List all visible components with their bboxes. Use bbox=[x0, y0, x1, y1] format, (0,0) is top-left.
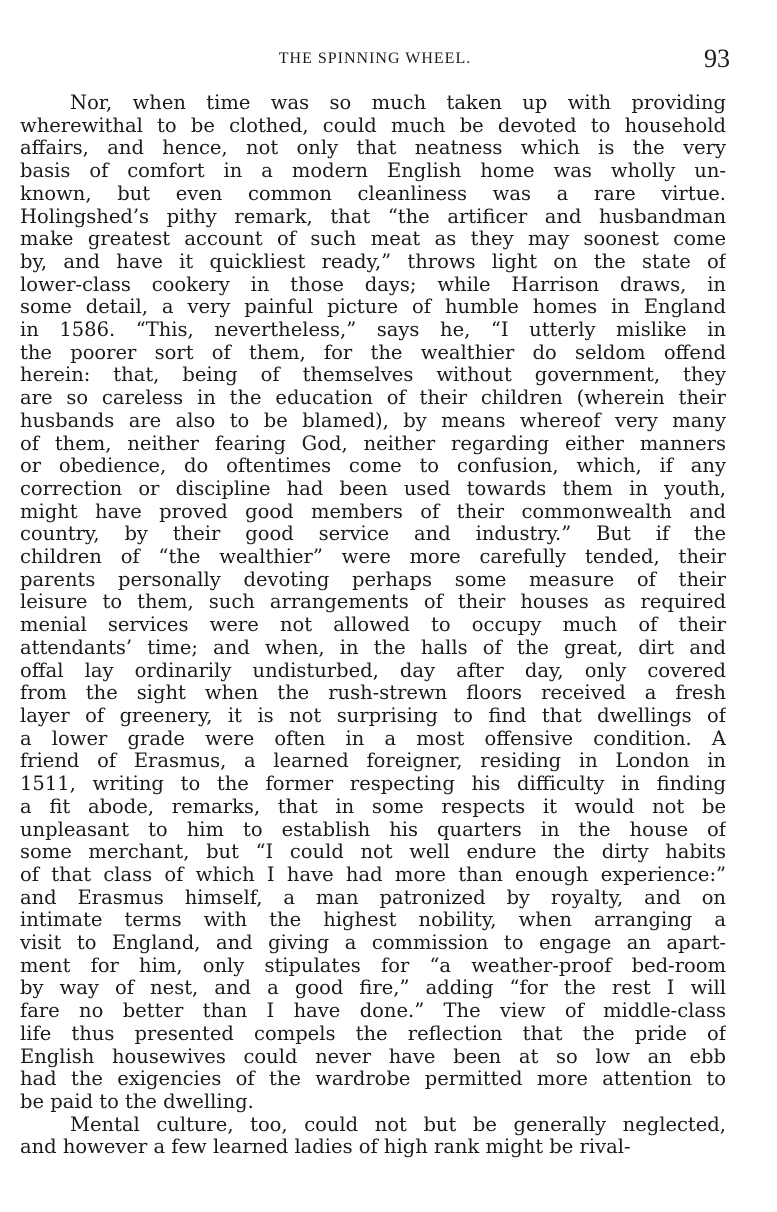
text-line: some merchant, but “I could not well endure the dirty habits bbox=[20, 841, 726, 864]
text-line: from the sight when the rush-strewn floors received a fresh bbox=[20, 682, 726, 705]
text-line: of that class of which I have had more than enough experience:” bbox=[20, 863, 726, 886]
text-line: or obedience, do oftentimes come to confusion, which, if any bbox=[20, 455, 726, 478]
text-line: had the exigencies of the wardrobe permitted more attention to bbox=[20, 1068, 726, 1091]
text-line: make greatest account of such meat as they may soonest come bbox=[20, 228, 726, 251]
text-line: offal lay ordinarily undisturbed, day after day, only covered bbox=[20, 659, 726, 682]
text-line: layer of greenery, it is not surprising to find that dwellings of bbox=[20, 704, 726, 727]
text-line: life thus presented compels the reflection that the pride of bbox=[20, 1022, 726, 1045]
text-line: English housewives could never have been at so low an ebb bbox=[20, 1045, 726, 1068]
text-line: herein: that, being of themselves without government, they bbox=[20, 364, 726, 387]
text-line: leisure to them, such arrangements of their houses as required bbox=[20, 591, 726, 614]
paragraph bbox=[20, 1114, 726, 1159]
text-line: parents personally devoting perhaps some measure of their bbox=[20, 568, 726, 591]
text-line: attendants’ time; and when, in the halls of the great, dirt and bbox=[20, 636, 726, 659]
text-line: of them, neither fearing God, neither regarding either manners bbox=[20, 432, 726, 455]
body-text bbox=[20, 92, 726, 1159]
text-line: friend of Erasmus, a learned foreigner, residing in London in bbox=[20, 750, 726, 773]
text-line: known, but even common cleanliness was a rare virtue. bbox=[20, 182, 726, 205]
text-line: by, and have it quickliest ready,” throws light on the state of bbox=[20, 250, 726, 273]
text-line: lower-class cookery in those days; while Harrison draws, in bbox=[20, 273, 726, 296]
text-line: by way of nest, and a good fire,” adding “for the rest I will bbox=[20, 977, 726, 1000]
text-line: correction or discipline had been used towards them in youth, bbox=[20, 477, 726, 500]
text-line: wherewithal to be clothed, could much be devoted to household bbox=[20, 114, 726, 137]
text-line: menial services were not allowed to occupy much of their bbox=[20, 614, 726, 637]
page-number: 93 bbox=[704, 44, 730, 73]
text-line: husbands are also to be blamed), by means whereof very many bbox=[20, 409, 726, 432]
text-line: and however a few learned ladies of high rank might be rival- bbox=[20, 1136, 631, 1159]
text-line: in 1586. “This, nevertheless,” says he, “I utterly mislike in bbox=[20, 319, 726, 342]
text-line: a lower grade were often in a most offensive condition. A bbox=[20, 727, 726, 750]
text-line: ment for him, only stipulates for “a weather-proof bed-room bbox=[20, 954, 726, 977]
paragraph bbox=[20, 92, 726, 1114]
text-line: some detail, a very painful picture of humble homes in England bbox=[20, 296, 726, 319]
page-header bbox=[20, 44, 730, 84]
text-line: intimate terms with the highest nobility, when arranging a bbox=[20, 909, 726, 932]
text-line: and Erasmus himself, a man patronized by royalty, and on bbox=[20, 886, 726, 909]
text-line: country, by their good service and industry.” But if the bbox=[20, 523, 726, 546]
text-line: Mental culture, too, could not but be generally neglected, bbox=[70, 1113, 726, 1136]
text-line: visit to England, and giving a commission to engage an apart- bbox=[20, 932, 726, 955]
text-line: might have proved good members of their commonwealth and bbox=[20, 500, 726, 523]
text-line: be paid to the dwelling. bbox=[20, 1090, 254, 1113]
running-title: THE SPINNING WHEEL. bbox=[278, 50, 472, 67]
text-line: fare no better than I have done.” The view of middle-class bbox=[20, 1000, 726, 1023]
text-line: children of “the wealthier” were more carefully tended, their bbox=[20, 546, 726, 569]
text-line: Holingshed’s pithy remark, that “the artificer and husbandman bbox=[20, 205, 726, 228]
text-line: affairs, and hence, not only that neatness which is the very bbox=[20, 137, 726, 160]
text-line: basis of comfort in a modern English home was wholly un- bbox=[20, 160, 726, 183]
text-line: a fit abode, remarks, that in some respects it would not be bbox=[20, 795, 726, 818]
text-line: the poorer sort of them, for the wealthier do seldom offend bbox=[20, 341, 726, 364]
text-line: Nor, when time was so much taken up with providing bbox=[70, 92, 726, 114]
text-line: unpleasant to him to establish his quarters in the house of bbox=[20, 818, 726, 841]
text-line: are so careless in the education of their children (wherein their bbox=[20, 387, 726, 410]
text-line: 1511, writing to the former respecting his difficulty in finding bbox=[20, 773, 726, 796]
